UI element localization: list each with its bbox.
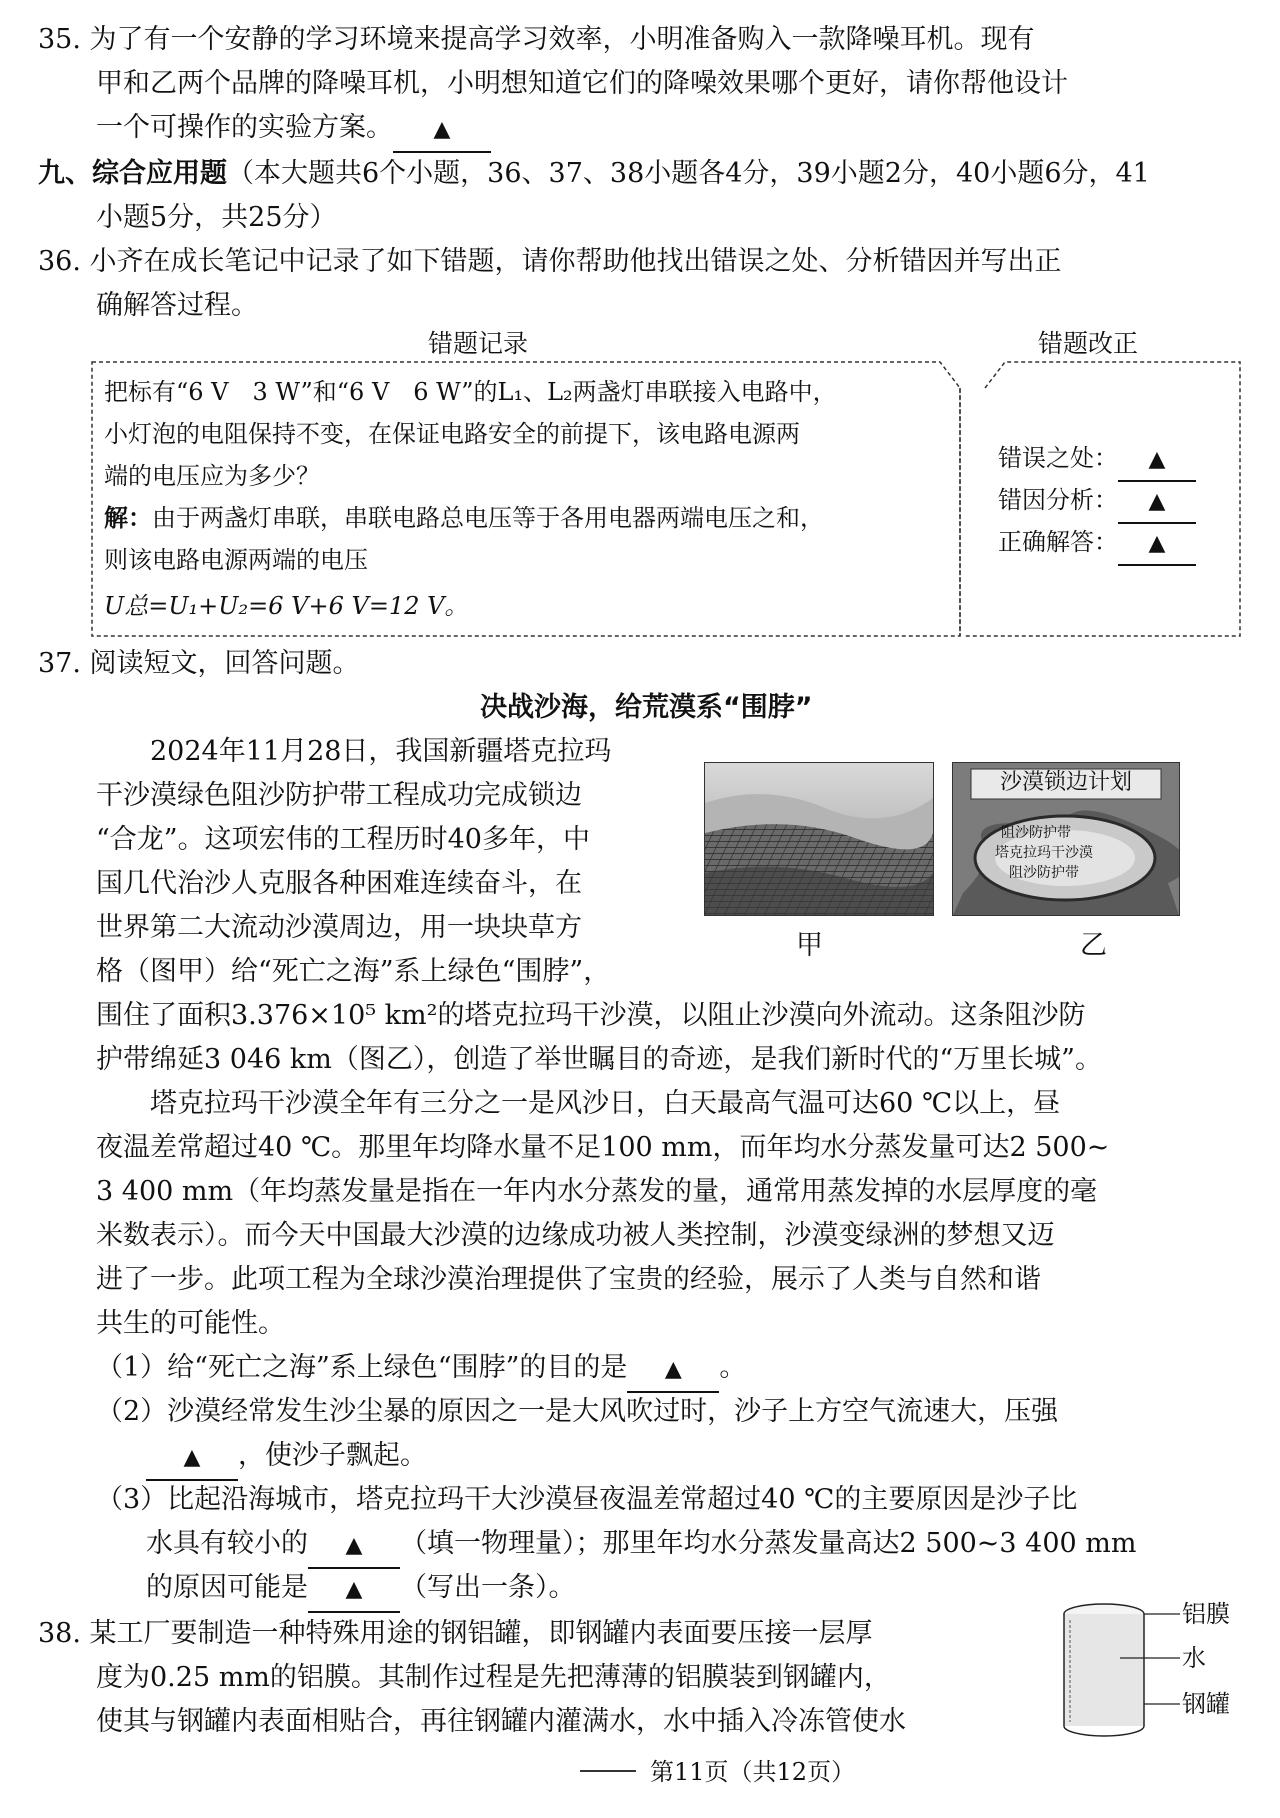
article-p1-line-7: 围住了面积3.376×10⁵ km²的塔克拉玛干沙漠，以阻止沙漠向外流动。这条阻沙防: [96, 1000, 1086, 1031]
record-problem-line-3: 端的电压应为多少？: [104, 462, 320, 490]
article-p2-line-1: 塔克拉玛干沙漠全年有三分之一是风沙日，白天最高气温可达60 ℃以上，昼: [96, 1088, 1061, 1119]
q38-line-3: 使其与钢罐内表面相贴合，再往钢罐内灌满水，水中插入冷冻管使水: [96, 1706, 906, 1737]
record-problem-line-1: 把标有“6 V 3 W”和“6 V 6 W”的L₁、L₂两盏灯串联接入电路中，: [104, 378, 837, 406]
article-p2-line-3: 3 400 mm（年均蒸发量是指在一年内水分蒸发的量，通常用蒸发掉的水层厚度的毫: [96, 1176, 1098, 1207]
article-p2-line-2: 夜温差常超过40 ℃。那里年均降水量不足100 mm，而年均水分蒸发量可达2 500~: [96, 1132, 1110, 1163]
error-record-label: 错题记录: [428, 329, 529, 358]
q36-line-2: 确解答过程。: [96, 290, 258, 321]
answer-blank[interactable]: ▲: [393, 108, 491, 153]
label-water: 水: [1182, 1644, 1206, 1672]
q37-sub-3-text-3b: （写出一条）。: [400, 1572, 576, 1603]
label-aluminum-film: 铝膜: [1182, 1600, 1230, 1628]
section-9-title: 九、综合应用题: [38, 158, 227, 189]
article-p1-line-4: 国几代治沙人克服各种困难连续奋斗，在: [96, 868, 582, 899]
q37-sub-1: [96, 1346, 746, 1393]
map-label-belt-top: 阻沙防护带: [1001, 825, 1071, 841]
article-p2-line-6: 共生的可能性。: [96, 1308, 285, 1339]
solution-label: 解：: [104, 504, 152, 532]
article-p1-line-1: 2024年11月28日，我国新疆塔克拉玛: [96, 736, 612, 767]
article-p1-line-5: 世界第二大流动沙漠周边，用一块块草方: [96, 912, 582, 943]
footer-rule: [580, 1770, 636, 1772]
answer-blank[interactable]: ▲: [627, 1348, 719, 1393]
q37-sub-3-text-2b: （填一物理量）；那里年均水分蒸发量高达2 500~3 400 mm: [400, 1528, 1137, 1559]
q37-sub-1-end: 。: [719, 1352, 747, 1383]
q37-sub-2-end: ，使沙子飘起。: [238, 1440, 427, 1471]
q37-sub-3-text-3a: 的原因可能是: [146, 1572, 308, 1603]
map-label-desert: 塔克拉玛干沙漠: [995, 845, 1093, 861]
section-9-heading: [38, 152, 1150, 195]
q35-line-2: 甲和乙两个品牌的降噪耳机，小明想知道它们的降噪效果哪个更好，请你帮他设计: [96, 68, 1068, 99]
q35-line-3: [96, 106, 491, 153]
q37-sub-2-line-2: [146, 1434, 427, 1481]
map-title: 沙漠锁边计划: [999, 770, 1132, 795]
answer-blank[interactable]: ▲: [1118, 440, 1196, 482]
q37-line-1: 37. 阅读短文，回答问题。: [38, 648, 360, 679]
q38-line-2: 度为0.25 mm的铝膜。其制作过程是先把薄薄的铝膜装到钢罐内，: [96, 1662, 891, 1693]
q37-sub-2-line-1: （2）沙漠经常发生沙尘暴的原因之一是大风吹过时，沙子上方空气流速大，压强: [96, 1396, 1059, 1427]
record-problem-line-2: 小灯泡的电阻保持不变，在保证电路安全的前提下，该电路电源两: [104, 420, 800, 448]
figure-jia-label: 甲: [796, 930, 823, 961]
fix-item-error: [998, 438, 1196, 482]
fix-item-analysis: [998, 480, 1196, 524]
answer-blank[interactable]: ▲: [308, 1524, 400, 1569]
q37-sub-3-text-2a: 水具有较小的: [146, 1528, 308, 1559]
article-p1-line-8: 护带绵延3 046 km（图乙），创造了举世瞩目的奇迹，是我们新时代的“万里长城”。: [96, 1044, 1102, 1075]
q37-sub-3-line-3: [146, 1566, 576, 1613]
answer-blank[interactable]: ▲: [1118, 482, 1196, 524]
desert-grid-image: [705, 763, 933, 915]
fix-item-correct: [998, 522, 1196, 566]
q37-sub-1-text: （1）给“死亡之海”系上绿色“围脖”的目的是: [96, 1352, 628, 1383]
q38-line-1: 38. 某工厂要制造一种特殊用途的钢铝罐，即钢罐内表面要压接一层厚: [38, 1618, 873, 1649]
photo-straw-checkerboard: [704, 762, 934, 916]
page-number: 第11页（共12页）: [650, 1758, 856, 1786]
map-desert-lock-edge: [952, 762, 1180, 916]
q35-line-1: 35. 为了有一个安静的学习环境来提高学习效率，小明准备购入一款降噪耳机。现有: [38, 24, 1035, 55]
fix-item-error-label: 错误之处：: [998, 444, 1118, 472]
answer-blank[interactable]: ▲: [1118, 524, 1196, 566]
article-p1-line-3: “合龙”。这项宏伟的工程历时40多年，中: [96, 824, 590, 855]
figure-yi-label: 乙: [1080, 930, 1107, 961]
error-fix-label: 错题改正: [1038, 329, 1139, 358]
label-steel-can: 钢罐: [1182, 1690, 1230, 1718]
q36-line-1: 36. 小齐在成长笔记中记录了如下错题，请你帮助他找出错误之处、分析错因并写出正: [38, 246, 1062, 277]
q37-sub-3-line-2: [146, 1522, 1137, 1569]
record-solution-line-2: 则该电路电源两端的电压: [104, 546, 368, 574]
record-solution-line-1: [104, 498, 824, 538]
fix-item-analysis-label: 错因分析：: [998, 486, 1118, 514]
q37-sub-3-line-1: （3）比起沿海城市，塔克拉玛干大沙漠昼夜温差常超过40 ℃的主要原因是沙子比: [96, 1484, 1078, 1515]
answer-blank[interactable]: ▲: [146, 1436, 238, 1481]
solution-text-1: 由于两盏灯串联，串联电路总电压等于各用电器两端电压之和，: [152, 504, 824, 532]
q35-line-3-text: 一个可操作的实验方案。: [96, 112, 393, 143]
article-title: 决战沙海，给荒漠系“围脖”: [480, 692, 813, 723]
fix-item-correct-label: 正确解答：: [998, 528, 1118, 556]
map-label-belt-bottom: 阻沙防护带: [1009, 865, 1079, 881]
article-p2-line-4: 米数表示）。而今天中国最大沙漠的边缘成功被人类控制，沙漠变绿洲的梦想又迈: [96, 1220, 1055, 1251]
record-solution-line-3: U总=U₁+U₂=6 V+6 V=12 V。: [104, 592, 469, 620]
section-9-note-2: 小题5分，共25分）: [96, 202, 337, 233]
article-p1-line-2: 干沙漠绿色阻沙防护带工程成功完成锁边: [96, 780, 582, 811]
steel-aluminum-can-diagram: [1060, 1600, 1180, 1744]
article-p1-line-6: 格（图甲）给“死亡之海”系上绿色“围脖”，: [96, 956, 611, 987]
article-p2-line-5: 进了一步。此项工程为全球沙漠治理提供了宝贵的经验，展示了人类与自然和谐: [96, 1264, 1041, 1295]
section-9-note-1: （本大题共6个小题，36、37、38小题各4分，39小题2分，40小题6分，41: [227, 158, 1150, 189]
answer-blank[interactable]: ▲: [308, 1568, 400, 1613]
